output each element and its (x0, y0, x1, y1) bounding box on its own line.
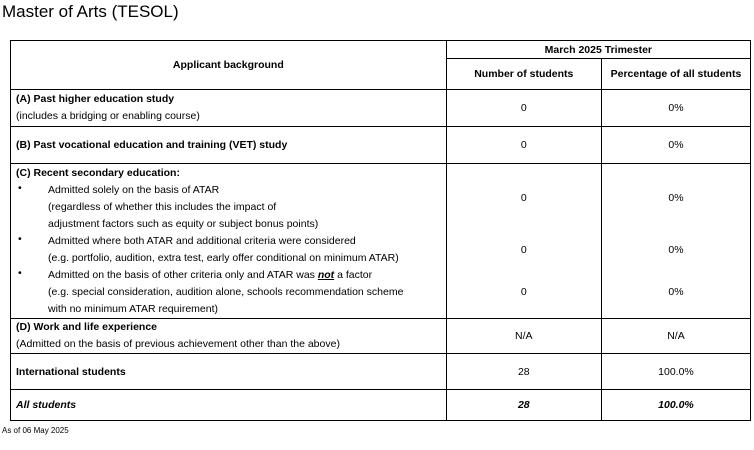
bullet-icon: • (18, 182, 22, 194)
header-number-of-students: Number of students (446, 59, 601, 90)
row-c-item-1-line-2: (regardless of whether this includes the impact of (48, 201, 277, 213)
row-c-title: (C) Recent secondary education: (16, 167, 180, 179)
row-d-label (11, 319, 447, 354)
row-d-subtitle: (Admitted on the basis of previous achievement other than the above) (16, 338, 340, 350)
row-all-title: All students (11, 390, 447, 421)
header-trimester: March 2025 Trimester (446, 41, 750, 59)
row-c-item-1-line-1: Admitted solely on the basis of ATAR (48, 184, 220, 196)
row-b-number: 0 (446, 127, 601, 164)
row-international-number: 28 (446, 354, 601, 390)
row-c-item-1 (16, 182, 441, 233)
row-b-percentage: 0% (601, 127, 750, 164)
row-c-item-2 (16, 233, 441, 267)
row-c-item-2-line-2: (e.g. portfolio, audition, extra test, early offer conditional on minimum ATAR) (48, 252, 399, 264)
row-c-label (11, 164, 447, 319)
row-all-number: 28 (446, 390, 601, 421)
bullet-icon: • (18, 267, 22, 279)
row-c-item-2-number: 0 (520, 244, 527, 256)
header-percentage: Percentage of all students (601, 59, 750, 90)
row-c-item-3-number: 0 (520, 286, 527, 298)
row-c-item-3-line-1 (48, 267, 441, 284)
page-title: Master of Arts (TESOL) (2, 2, 179, 21)
row-d-title: (D) Work and life experience (16, 321, 158, 333)
row-a-subtitle: (includes a bridging or enabling course) (16, 110, 200, 122)
row-international-percentage: 100.0% (601, 354, 750, 390)
row-c-numbers (446, 164, 601, 319)
row-c-item-3-text-c: a factor (334, 269, 373, 281)
bullet-icon: • (18, 233, 22, 245)
row-international-title: International students (11, 354, 447, 390)
row-c-item-3-line-2: (e.g. special consideration, audition alone, schools recommendation scheme (48, 286, 404, 298)
row-c-item-3 (16, 267, 441, 318)
row-c-item-3-percentage: 0% (668, 286, 684, 298)
row-a-title: (A) Past higher education study (16, 93, 175, 105)
row-c-item-3-line-3: with no minimum ATAR requirement) (48, 303, 218, 315)
row-c-item-2-line-1: Admitted where both ATAR and additional criteria were considered (48, 235, 356, 247)
header-applicant-background: Applicant background (11, 41, 447, 90)
row-all-percentage: 100.0% (601, 390, 750, 421)
row-c-item-3-text-a: Admitted on the basis of other criteria only and ATAR was (48, 269, 318, 281)
row-c-item-1-number: 0 (520, 192, 527, 204)
row-a-label (11, 90, 447, 127)
row-c-percentages (601, 164, 750, 319)
row-c-item-3-emphasis: not (317, 269, 335, 281)
row-c-item-2-percentage: 0% (668, 244, 684, 256)
row-c-item-1-percentage: 0% (668, 192, 684, 204)
row-a-number: 0 (446, 90, 601, 127)
row-d-percentage: N/A (601, 319, 750, 354)
row-d-number: N/A (446, 319, 601, 354)
as-of-date: As of 06 May 2025 (2, 426, 69, 435)
row-a-percentage: 0% (601, 90, 750, 127)
row-b-title: (B) Past vocational education and training (VET) study (11, 127, 447, 164)
admissions-table (10, 40, 751, 421)
row-c-item-1-line-3: adjustment factors such as equity or subject bonus points) (48, 218, 319, 230)
